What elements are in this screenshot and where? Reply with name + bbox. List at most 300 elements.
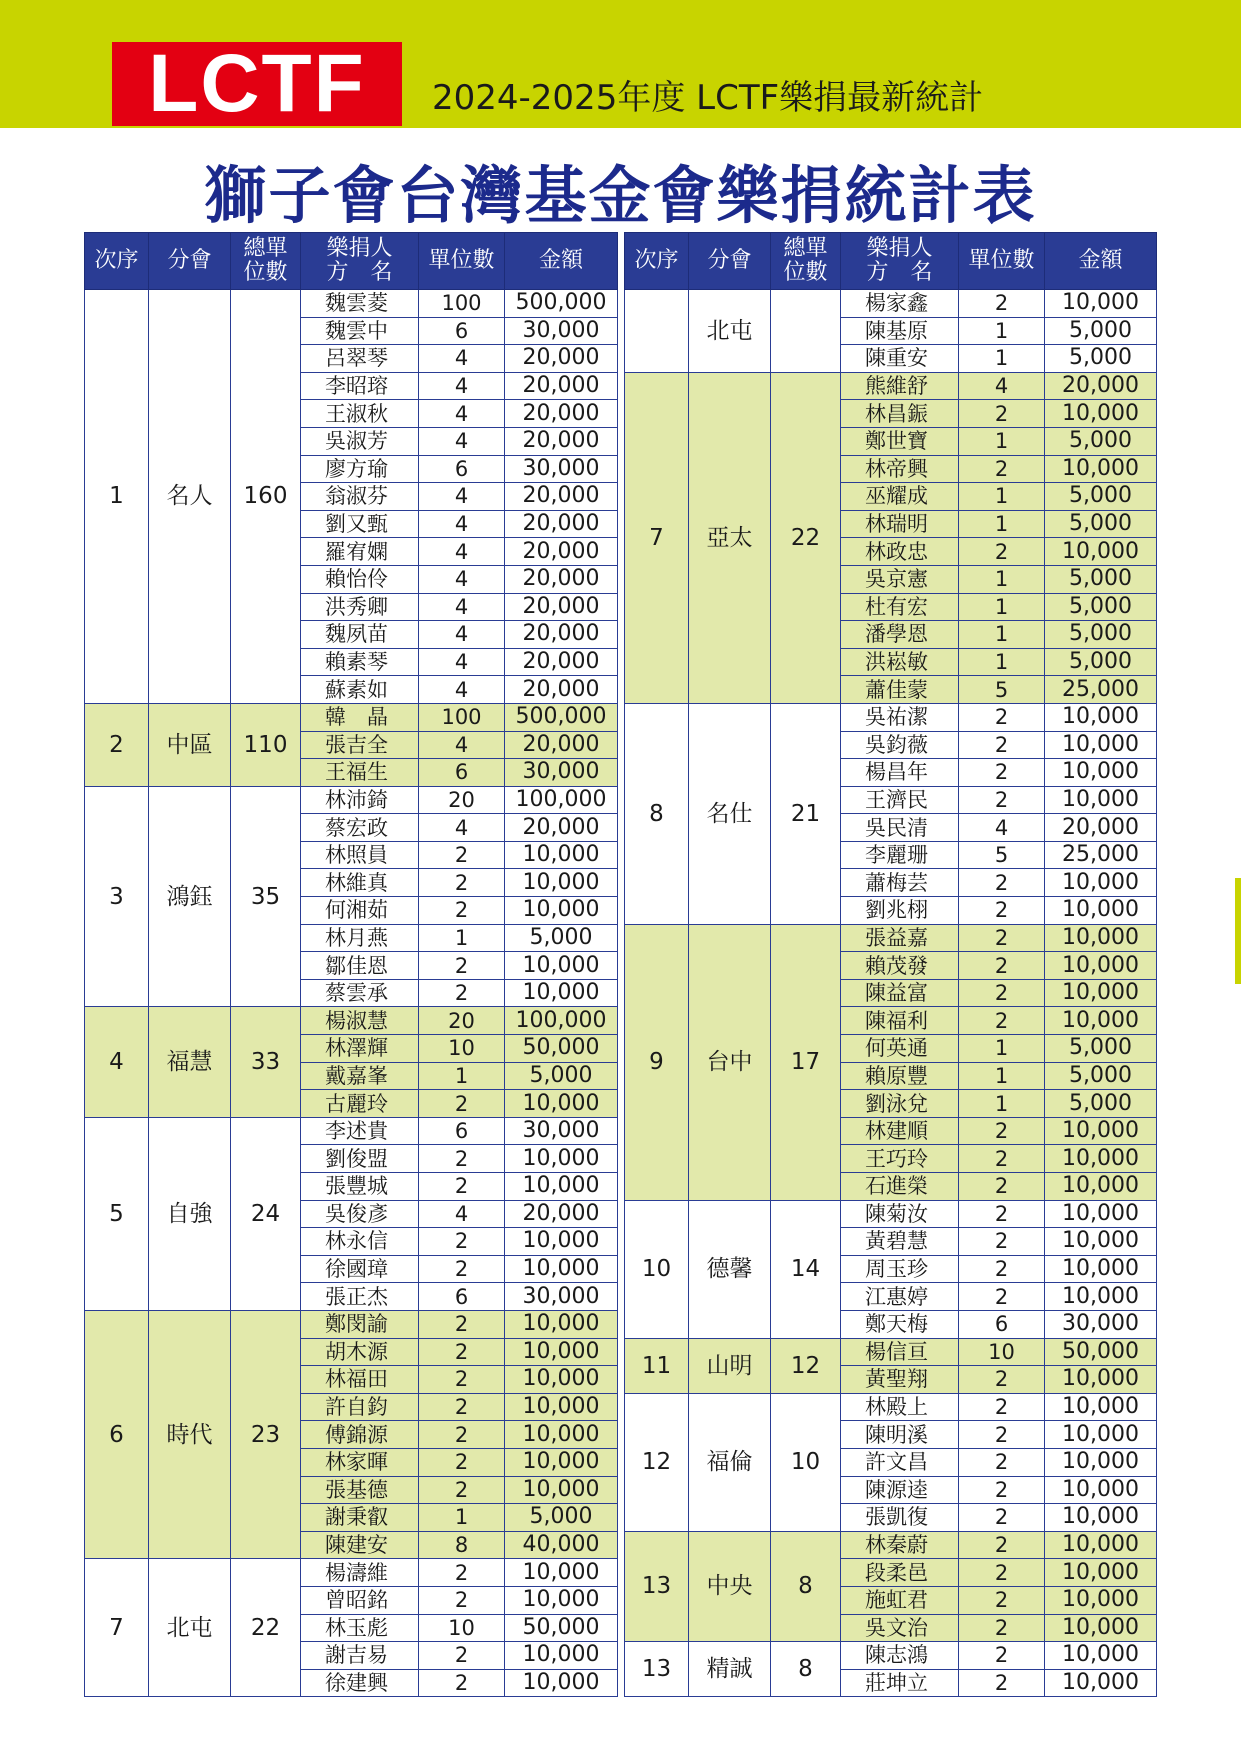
donor-amount: 10,000 [505, 897, 618, 925]
donor-amount: 10,000 [505, 1393, 618, 1421]
donor-units: 4 [959, 372, 1045, 400]
donor-name: 賴原豐 [841, 1062, 959, 1090]
donor-amount: 20,000 [505, 372, 618, 400]
donor-amount: 5,000 [1045, 593, 1157, 621]
club-total-units: 17 [771, 924, 841, 1200]
donor-amount: 5,000 [1045, 483, 1157, 511]
donor-units: 2 [959, 1448, 1045, 1476]
donor-name: 林帝興 [841, 455, 959, 483]
donor-name: 賴茂發 [841, 952, 959, 980]
donor-units: 20 [419, 1007, 505, 1035]
donor-units: 2 [419, 897, 505, 925]
club-name: 精誠 [689, 1642, 771, 1697]
donor-amount: 10,000 [1045, 703, 1157, 731]
header-donor: 樂捐人 方 名 [301, 233, 419, 290]
club-total-units: 10 [771, 1393, 841, 1531]
table-row [85, 290, 618, 318]
donor-amount: 5,000 [1045, 345, 1157, 373]
donor-units: 10 [959, 1338, 1045, 1366]
donor-name: 鄭世寶 [841, 427, 959, 455]
donor-name: 魏夙苗 [301, 621, 419, 649]
donor-units: 1 [959, 483, 1045, 511]
donor-units: 10 [419, 1035, 505, 1063]
donor-name: 林永信 [301, 1228, 419, 1256]
donor-units: 1 [419, 1062, 505, 1090]
donor-amount: 100,000 [505, 1007, 618, 1035]
donor-amount: 20,000 [505, 1200, 618, 1228]
donor-amount: 20,000 [505, 593, 618, 621]
donor-amount: 5,000 [1045, 427, 1157, 455]
donor-amount: 5,000 [505, 1504, 618, 1532]
donor-name: 林昌鋠 [841, 400, 959, 428]
donor-amount: 10,000 [505, 1310, 618, 1338]
donor-name: 賴怡伶 [301, 565, 419, 593]
donor-amount: 25,000 [1045, 676, 1157, 704]
donor-amount: 5,000 [1045, 565, 1157, 593]
donor-amount: 20,000 [1045, 814, 1157, 842]
donor-amount: 5,000 [1045, 1062, 1157, 1090]
header-donor: 樂捐人 方 名 [841, 233, 959, 290]
donor-amount: 5,000 [1045, 317, 1157, 345]
donor-name: 李麗珊 [841, 841, 959, 869]
donor-name: 古麗玲 [301, 1090, 419, 1118]
donor-name: 莊坤立 [841, 1669, 959, 1697]
donor-units: 2 [959, 1476, 1045, 1504]
donor-units: 4 [419, 814, 505, 842]
group-seq [625, 290, 689, 373]
donor-name: 段柔邑 [841, 1559, 959, 1587]
header-units: 單位數 [419, 233, 505, 290]
donor-units: 2 [959, 290, 1045, 318]
donor-amount: 10,000 [505, 1366, 618, 1394]
donor-name: 張吉全 [301, 731, 419, 759]
donor-name: 陳福利 [841, 1007, 959, 1035]
donor-name: 魏雲中 [301, 317, 419, 345]
table-row [85, 786, 618, 814]
donor-name: 陳明溪 [841, 1421, 959, 1449]
header-club: 分會 [149, 233, 231, 290]
donor-units: 6 [419, 1117, 505, 1145]
donor-name: 賴素琴 [301, 648, 419, 676]
donor-units: 1 [959, 1090, 1045, 1118]
donor-name: 劉兆栩 [841, 897, 959, 925]
donor-units: 2 [419, 1173, 505, 1201]
donor-amount: 10,000 [1045, 1393, 1157, 1421]
donor-name: 陳基原 [841, 317, 959, 345]
donor-name: 陳益富 [841, 979, 959, 1007]
donor-units: 4 [419, 345, 505, 373]
club-total-units: 24 [231, 1117, 301, 1310]
donor-name: 洪秀卿 [301, 593, 419, 621]
donor-units: 2 [959, 924, 1045, 952]
donor-units: 2 [419, 1255, 505, 1283]
table-row [85, 1559, 618, 1587]
donor-amount: 10,000 [1045, 1117, 1157, 1145]
club-total-units: 8 [771, 1642, 841, 1697]
donor-name: 吳淑芳 [301, 427, 419, 455]
club-name: 鴻鈺 [149, 786, 231, 1007]
donor-name: 鄒佳恩 [301, 952, 419, 980]
donor-name: 施虹君 [841, 1586, 959, 1614]
club-name: 亞太 [689, 372, 771, 703]
club-name: 台中 [689, 924, 771, 1200]
donor-units: 2 [959, 1559, 1045, 1587]
donor-amount: 40,000 [505, 1531, 618, 1559]
header-amount: 金額 [1045, 233, 1157, 290]
donor-amount: 5,000 [505, 1062, 618, 1090]
donor-amount: 10,000 [505, 1476, 618, 1504]
donor-amount: 5,000 [1045, 1035, 1157, 1063]
donor-units: 6 [959, 1310, 1045, 1338]
donor-amount: 25,000 [1045, 841, 1157, 869]
club-total-units: 33 [231, 1007, 301, 1117]
donor-units: 6 [419, 1283, 505, 1311]
group-seq: 7 [625, 372, 689, 703]
club-total-units: 160 [231, 290, 301, 704]
donor-name: 陳菊汝 [841, 1200, 959, 1228]
club-name: 福倫 [689, 1393, 771, 1531]
donor-name: 洪崧敏 [841, 648, 959, 676]
donor-name: 石進榮 [841, 1173, 959, 1201]
header-total-units: 總單 位數 [231, 233, 301, 290]
donor-name: 楊淑慧 [301, 1007, 419, 1035]
donor-units: 2 [959, 400, 1045, 428]
donor-name: 呂翠琴 [301, 345, 419, 373]
donor-amount: 10,000 [505, 1145, 618, 1173]
donor-name: 楊家鑫 [841, 290, 959, 318]
donor-units: 2 [959, 1283, 1045, 1311]
donor-name: 陳源逵 [841, 1476, 959, 1504]
table-body [85, 290, 618, 1697]
donor-name: 楊濤維 [301, 1559, 419, 1587]
donor-units: 1 [959, 510, 1045, 538]
donor-amount: 30,000 [505, 1283, 618, 1311]
donor-name: 謝吉易 [301, 1642, 419, 1670]
donor-name: 何英通 [841, 1035, 959, 1063]
group-seq: 5 [85, 1117, 149, 1310]
donor-amount: 5,000 [1045, 510, 1157, 538]
donor-name: 周玉珍 [841, 1255, 959, 1283]
donor-name: 吳文治 [841, 1614, 959, 1642]
donor-units: 2 [959, 731, 1045, 759]
donor-amount: 20,000 [505, 648, 618, 676]
donor-amount: 10,000 [505, 1173, 618, 1201]
donor-name: 張基德 [301, 1476, 419, 1504]
donor-units: 2 [419, 1476, 505, 1504]
donor-amount: 10,000 [505, 841, 618, 869]
donor-name: 黃聖翔 [841, 1366, 959, 1394]
donor-name: 戴嘉峯 [301, 1062, 419, 1090]
donor-amount: 5,000 [1045, 648, 1157, 676]
club-name: 名人 [149, 290, 231, 704]
donor-units: 4 [419, 648, 505, 676]
donor-amount: 10,000 [505, 1228, 618, 1256]
donor-amount: 10,000 [505, 1255, 618, 1283]
donor-amount: 5,000 [1045, 1090, 1157, 1118]
donor-amount: 50,000 [505, 1035, 618, 1063]
donor-amount: 500,000 [505, 703, 618, 731]
donor-units: 6 [419, 317, 505, 345]
table-body [625, 290, 1157, 1697]
donor-name: 鄭天梅 [841, 1310, 959, 1338]
donor-amount: 10,000 [505, 1448, 618, 1476]
table-row [625, 372, 1157, 400]
donor-name: 王福生 [301, 759, 419, 787]
donor-amount: 10,000 [1045, 1586, 1157, 1614]
donor-units: 2 [419, 1228, 505, 1256]
donor-amount: 10,000 [505, 1090, 618, 1118]
donor-amount: 10,000 [1045, 1007, 1157, 1035]
donor-units: 2 [419, 952, 505, 980]
donor-name: 陳志鴻 [841, 1642, 959, 1670]
group-seq: 13 [625, 1531, 689, 1641]
donor-units: 2 [959, 1200, 1045, 1228]
donor-units: 4 [419, 1200, 505, 1228]
donor-name: 蔡宏政 [301, 814, 419, 842]
donor-amount: 10,000 [1045, 952, 1157, 980]
donor-amount: 10,000 [505, 1642, 618, 1670]
page-subtitle: 2024-2025年度 LCTF樂捐最新統計 [432, 78, 984, 118]
donor-units: 2 [959, 979, 1045, 1007]
donor-units: 2 [419, 979, 505, 1007]
club-total-units [771, 290, 841, 373]
donor-name: 曾昭銘 [301, 1586, 419, 1614]
donor-amount: 10,000 [1045, 1200, 1157, 1228]
donor-name: 劉又甄 [301, 510, 419, 538]
donor-name: 魏雲菱 [301, 290, 419, 318]
donor-units: 1 [959, 1062, 1045, 1090]
donor-units: 2 [959, 1255, 1045, 1283]
donor-amount: 10,000 [505, 1586, 618, 1614]
donor-units: 2 [419, 1393, 505, 1421]
club-total-units: 21 [771, 703, 841, 924]
donor-name: 王淑秋 [301, 400, 419, 428]
club-total-units: 22 [231, 1559, 301, 1697]
club-name: 德馨 [689, 1200, 771, 1338]
donor-amount: 20,000 [505, 400, 618, 428]
donor-units: 1 [959, 565, 1045, 593]
donor-amount: 10,000 [505, 1559, 618, 1587]
donor-name: 吳鈞薇 [841, 731, 959, 759]
donor-amount: 50,000 [1045, 1338, 1157, 1366]
donor-units: 2 [959, 1531, 1045, 1559]
donor-amount: 10,000 [1045, 538, 1157, 566]
donor-units: 100 [419, 290, 505, 318]
donor-units: 5 [959, 841, 1045, 869]
donor-units: 4 [419, 565, 505, 593]
donor-units: 4 [419, 621, 505, 649]
donor-name: 胡木源 [301, 1338, 419, 1366]
donor-amount: 20,000 [505, 483, 618, 511]
donor-amount: 30,000 [505, 317, 618, 345]
donor-amount: 5,000 [1045, 621, 1157, 649]
donor-amount: 10,000 [1045, 1642, 1157, 1670]
club-name: 自強 [149, 1117, 231, 1310]
donor-units: 2 [419, 1586, 505, 1614]
donor-name: 林月燕 [301, 924, 419, 952]
donor-units: 1 [959, 345, 1045, 373]
donor-units: 2 [959, 1117, 1045, 1145]
donor-name: 蔡雲承 [301, 979, 419, 1007]
group-seq: 2 [85, 703, 149, 786]
donor-units: 4 [419, 372, 505, 400]
club-name: 福慧 [149, 1007, 231, 1117]
donor-amount: 20,000 [505, 621, 618, 649]
group-seq: 11 [625, 1338, 689, 1393]
donor-amount: 10,000 [505, 979, 618, 1007]
donor-amount: 10,000 [1045, 869, 1157, 897]
donor-name: 林澤輝 [301, 1035, 419, 1063]
header-units: 單位數 [959, 233, 1045, 290]
table-header [85, 233, 618, 290]
donor-amount: 10,000 [505, 869, 618, 897]
donor-amount: 100,000 [505, 786, 618, 814]
club-name: 時代 [149, 1310, 231, 1558]
donor-amount: 30,000 [505, 1117, 618, 1145]
donor-amount: 10,000 [1045, 1614, 1157, 1642]
donor-name: 陳重安 [841, 345, 959, 373]
donor-name: 林維真 [301, 869, 419, 897]
donor-units: 2 [959, 952, 1045, 980]
donor-name: 吳俊彥 [301, 1200, 419, 1228]
group-seq: 12 [625, 1393, 689, 1531]
donor-units: 2 [959, 1145, 1045, 1173]
donor-name: 許文昌 [841, 1448, 959, 1476]
lctf-logo: LCTF [112, 42, 402, 126]
donation-table-left [84, 232, 618, 1697]
donor-units: 2 [959, 1586, 1045, 1614]
donor-units: 1 [959, 621, 1045, 649]
table-header [625, 233, 1157, 290]
club-total-units: 12 [771, 1338, 841, 1393]
donor-name: 吳京憲 [841, 565, 959, 593]
donor-units: 2 [959, 869, 1045, 897]
group-seq: 9 [625, 924, 689, 1200]
donor-name: 謝秉叡 [301, 1504, 419, 1532]
donor-amount: 10,000 [1045, 1255, 1157, 1283]
donor-amount: 10,000 [1045, 1559, 1157, 1587]
donor-units: 2 [419, 1559, 505, 1587]
club-total-units: 23 [231, 1310, 301, 1558]
donor-units: 2 [959, 897, 1045, 925]
club-total-units: 35 [231, 786, 301, 1007]
club-name: 北屯 [689, 290, 771, 373]
donor-name: 林建順 [841, 1117, 959, 1145]
donor-name: 林政忠 [841, 538, 959, 566]
donor-amount: 20,000 [505, 345, 618, 373]
donor-amount: 20,000 [505, 427, 618, 455]
donor-amount: 10,000 [1045, 1228, 1157, 1256]
donor-units: 100 [419, 703, 505, 731]
group-seq: 7 [85, 1559, 149, 1697]
donor-name: 韓 晶 [301, 703, 419, 731]
table-row [625, 1393, 1157, 1421]
donor-amount: 10,000 [1045, 1173, 1157, 1201]
header-amount: 金額 [505, 233, 618, 290]
donor-units: 4 [419, 538, 505, 566]
donor-amount: 20,000 [505, 676, 618, 704]
donor-units: 1 [959, 593, 1045, 621]
donor-amount: 50,000 [505, 1614, 618, 1642]
donor-units: 2 [959, 703, 1045, 731]
donor-name: 張益嘉 [841, 924, 959, 952]
donor-name: 杜有宏 [841, 593, 959, 621]
donor-units: 6 [419, 455, 505, 483]
donor-name: 李述貴 [301, 1117, 419, 1145]
donor-amount: 10,000 [1045, 400, 1157, 428]
donor-units: 2 [419, 1310, 505, 1338]
donor-amount: 10,000 [505, 1669, 618, 1697]
donor-units: 4 [419, 400, 505, 428]
donor-amount: 10,000 [1045, 1283, 1157, 1311]
donor-amount: 10,000 [1045, 455, 1157, 483]
table-row [85, 1310, 618, 1338]
donor-name: 潘學恩 [841, 621, 959, 649]
donor-amount: 5,000 [505, 924, 618, 952]
club-total-units: 8 [771, 1531, 841, 1641]
donor-units: 2 [959, 1007, 1045, 1035]
donor-amount: 20,000 [505, 510, 618, 538]
donor-amount: 20,000 [505, 538, 618, 566]
donor-amount: 10,000 [1045, 924, 1157, 952]
donor-units: 1 [419, 1504, 505, 1532]
donor-units: 2 [959, 1421, 1045, 1449]
donor-units: 2 [419, 869, 505, 897]
club-name: 山明 [689, 1338, 771, 1393]
donor-amount: 10,000 [505, 1421, 618, 1449]
donor-amount: 20,000 [1045, 372, 1157, 400]
table-row [625, 1338, 1157, 1366]
donor-units: 2 [959, 786, 1045, 814]
donor-amount: 10,000 [505, 1338, 618, 1366]
donor-name: 鄭閔諭 [301, 1310, 419, 1338]
header-seq: 次序 [625, 233, 689, 290]
table-row [85, 703, 618, 731]
donor-name: 劉泳兌 [841, 1090, 959, 1118]
donor-name: 何湘茹 [301, 897, 419, 925]
donor-amount: 10,000 [1045, 1504, 1157, 1532]
donor-units: 2 [419, 1642, 505, 1670]
donor-name: 林照員 [301, 841, 419, 869]
donor-units: 2 [959, 455, 1045, 483]
donor-units: 2 [419, 1338, 505, 1366]
donor-name: 劉俊盟 [301, 1145, 419, 1173]
table-row [85, 1117, 618, 1145]
donor-name: 李昭瑢 [301, 372, 419, 400]
donor-units: 4 [419, 483, 505, 511]
donor-amount: 30,000 [505, 455, 618, 483]
donor-units: 2 [419, 1669, 505, 1697]
group-seq: 8 [625, 703, 689, 924]
donor-name: 吳民清 [841, 814, 959, 842]
donor-name: 張凱復 [841, 1504, 959, 1532]
donor-units: 2 [959, 1173, 1045, 1201]
donor-name: 林家暉 [301, 1448, 419, 1476]
donor-name: 林殿上 [841, 1393, 959, 1421]
table-row [625, 1531, 1157, 1559]
page-title: 獅子會台灣基金會樂捐統計表 [204, 159, 1037, 232]
donor-units: 4 [419, 593, 505, 621]
donor-amount: 10,000 [1045, 759, 1157, 787]
donor-amount: 10,000 [1045, 290, 1157, 318]
donor-units: 2 [959, 1669, 1045, 1697]
club-total-units: 22 [771, 372, 841, 703]
donor-name: 黃碧慧 [841, 1228, 959, 1256]
donor-name: 徐建興 [301, 1669, 419, 1697]
donor-units: 2 [959, 1614, 1045, 1642]
donor-units: 2 [959, 1504, 1045, 1532]
donor-units: 4 [419, 731, 505, 759]
